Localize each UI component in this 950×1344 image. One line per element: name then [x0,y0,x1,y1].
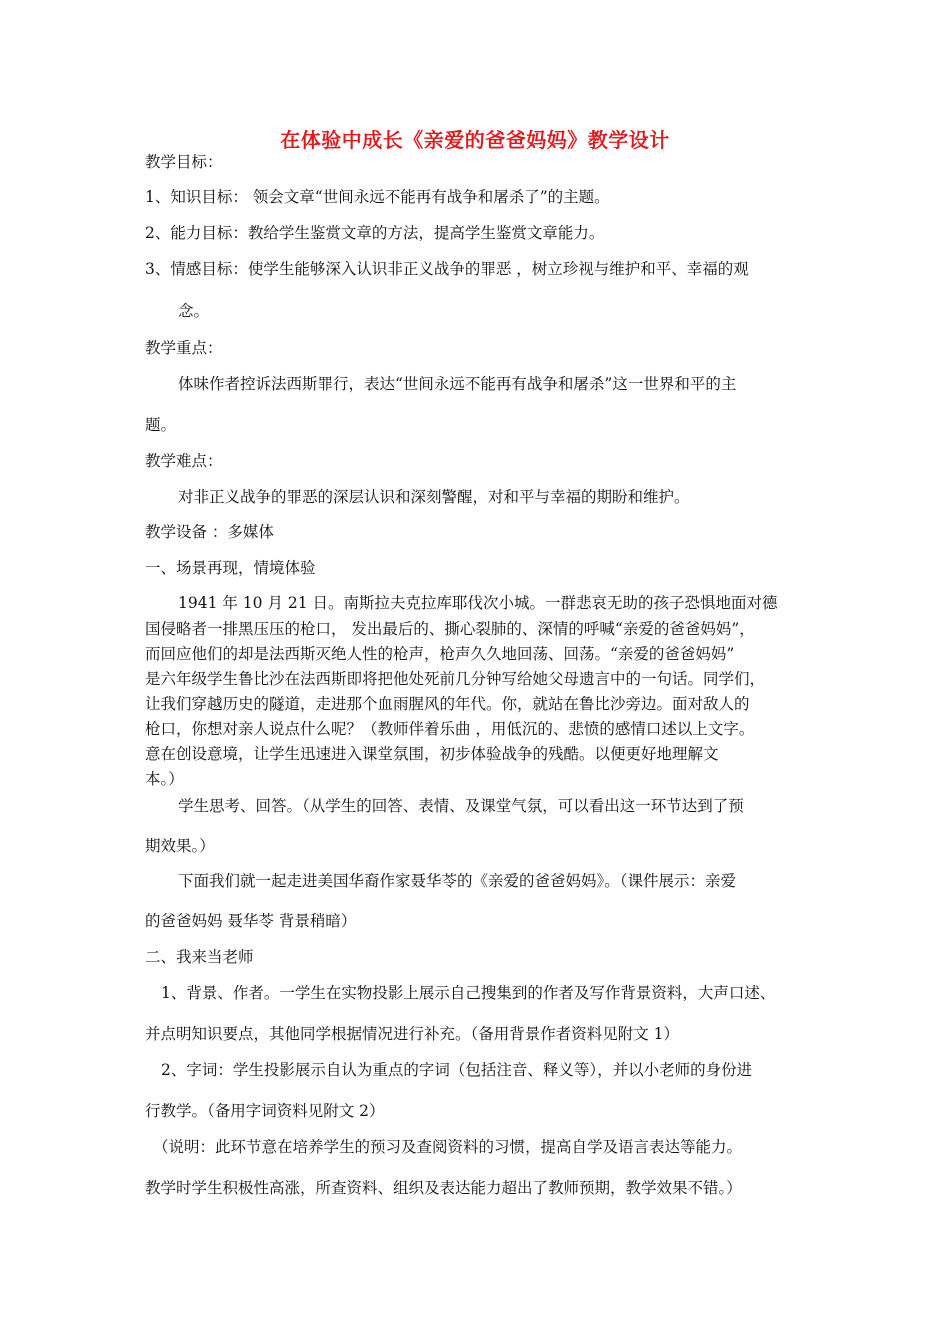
heading-key-points: 教学重点： [145,339,223,357]
scene-paragraph-line: 枪口，你想对亲人说点什么呢？（教师伴着乐曲 ，用低沉的、悲愤的感情口述以上文字。 [145,720,755,738]
explanation-note-cont: 教学时学生积极性高涨，所查资料、组织及表达能力超出了教师预期，教学效果不错。） [145,1179,742,1197]
scene-paragraph-line: 1941 年 10 月 21 日。南斯拉夫克拉库耶伐次小城。一群悲哀无助的孩子恐惧地面对德 [178,594,778,612]
scene-paragraph-line: 意在创设意境，让学生迅速进入课堂氛围，初步体验战争的残酷。以便更好地理解文 [145,745,719,763]
intro-text: 下面我们就一起走进美国华裔作家聂华苓的《亲爱的爸爸妈妈》。（课件展示：亲爱 [178,872,737,890]
student-response-cont: 期效果。） [145,837,215,855]
key-points-text: 体味作者控诉法西斯罪行，表达“世间永远不能再有战争和屠杀”这一世界和平的主 [178,375,737,393]
objective-emotion: 3、情感目标：使学生能够深入认识非正义战争的罪恶 ，树立珍视与维护和平、幸福的观 [145,260,749,278]
scene-paragraph-line: 而回应他们的却是法西斯灭绝人性的枪声，枪声久久地回荡、回荡。“亲爱的爸爸妈妈” [145,645,735,663]
heading-objectives: 教学目标： [145,153,223,171]
background-author-item-cont: 并点明知识要点，其他同学根据情况进行补充。（备用背景作者资料见附文 1） [145,1025,680,1043]
equipment: 教学设备 ：多媒体 [145,523,274,541]
scene-paragraph-line: 让我们穿越历史的隧道，走进那个血雨腥风的年代。你，就站在鲁比沙旁边。面对敌人的 [145,695,750,713]
scene-paragraph-line: 是六年级学生鲁比沙在法西斯即将把他处死前几分钟写给她父母遗言中的一句话。同学们， [145,670,766,688]
scene-paragraph-line: 国侵略者一排黑压压的枪口， 发出最后的、撕心裂肺的、深情的呼喊“亲爱的爸爸妈妈”， [145,620,755,638]
explanation-note: （说明：此环节意在培养学生的预习及查阅资料的习惯，提高自学及语言表达等能力。 [153,1138,743,1156]
objective-emotion-cont: 念。 [178,302,210,320]
difficulties-text: 对非正义战争的罪恶的深层认识和深刻警醒，对和平与幸福的期盼和维护。 [178,488,690,506]
student-response: 学生思考、回答。（从学生的回答、表情、及课堂气氛，可以看出这一环节达到了预 [178,797,744,815]
section-two-heading: 二、我来当老师 [145,948,254,966]
section-one-heading: 一、场景再现，情境体验 [145,559,316,577]
document-title: 在体验中成长《亲爱的爸爸妈妈》教学设计 [280,128,670,152]
key-points-text-cont: 题。 [145,416,177,434]
heading-difficulties: 教学难点： [145,452,223,470]
background-author-item: 1、背景、作者。一学生在实物投影上展示自己搜集到的作者及写作背景资料，大声口述、 [161,984,776,1002]
vocabulary-item: 2、字词：学生投影展示自认为重点的字词（包括注音、释义等），并以小老师的身份进 [161,1061,753,1079]
vocabulary-item-cont: 行教学。（备用字词资料见附文 2） [145,1102,385,1120]
objective-knowledge: 1、知识目标： 领会文章“世间永远不能再有战争和屠杀了”的主题。 [145,188,610,206]
scene-paragraph-line: 本。） [145,770,184,788]
intro-text-cont: 的爸爸妈妈 聂华苓 背景稍暗） [145,912,357,930]
objective-ability: 2、能力目标：教给学生鉴赏文章的方法，提高学生鉴赏文章能力。 [145,224,605,242]
